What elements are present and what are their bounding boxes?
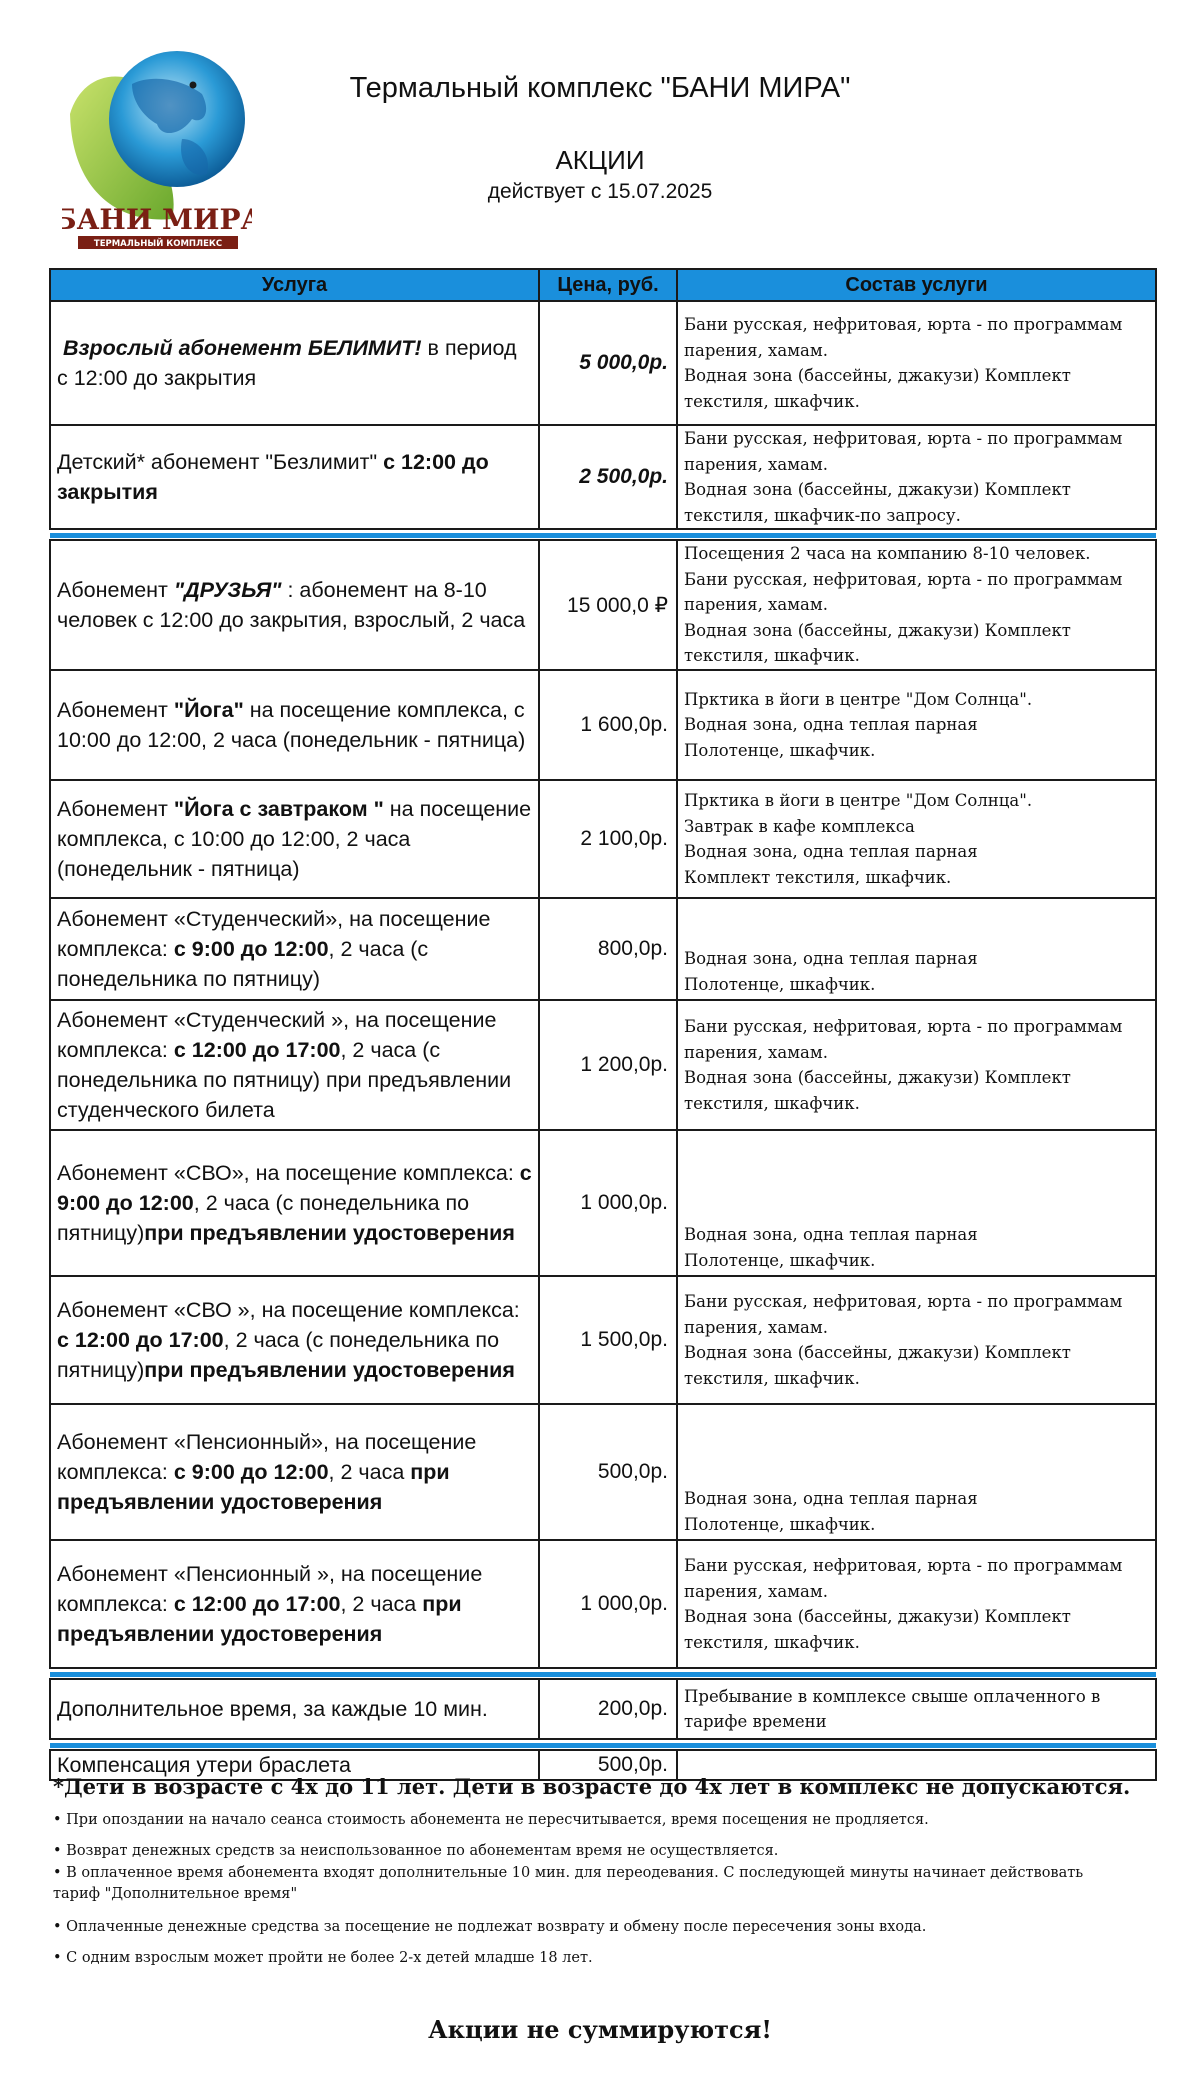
service-name-text: Абонемент [57, 698, 174, 722]
service-composition [677, 898, 1156, 1000]
service-name-text: , 2 часа (с понедельника по пятницу) [57, 1191, 470, 1245]
composition-line: Водная зона (бассейны, джакузи) Комплект текстиля, шкафчик. [684, 620, 1071, 666]
section-divider [50, 1739, 1156, 1750]
note-item: • Оплаченные денежные средства за посещение не подлежат возврату и обмену после пересечения зоны входа. [53, 1919, 927, 1935]
service-price: 200,0р. [539, 1679, 677, 1739]
note-item: • В оплаченное время абонемента входят дополнительные 10 мин. для переодевания. С последующей минуты начинает действовать тариф "Дополнительное время" [53, 1865, 1084, 1902]
service-name-text: , 2 часа (с понедельника по пятницу) [57, 1328, 500, 1382]
service-name-emphasis: Взрослый абонемент БЕЛИМИТ! [63, 336, 422, 360]
page-title: Термальный комплекс "БАНИ МИРА" [349, 72, 851, 104]
service-name-text: Абонемент «Пенсионный», на посещение комплекса: [57, 1430, 477, 1484]
service-name-text: на посещение комплекса, с 10:00 до 12:00, 2 часа (понедельник - пятница) [57, 797, 532, 881]
logo-subtitle: ТЕРМАЛЬНЫЙ КОМПЛЕКС [93, 239, 223, 249]
section-title: АКЦИИ [555, 145, 645, 175]
service-name-text: , 2 часа (с понедельника по пятницу) [57, 937, 429, 991]
service-name-text: Абонемент «Студенческий », на посещение комплекса: [57, 1008, 497, 1062]
service-price: 2 100,0р. [539, 780, 677, 898]
service-name-emphasis: с 9:00 до 12:00 [173, 937, 329, 961]
service-name-text: Абонемент [57, 797, 174, 821]
service-name [50, 540, 539, 670]
composition-line: Комплект текстиля, шкафчик. [684, 867, 952, 887]
table-row [50, 1000, 1156, 1130]
service-name [50, 1540, 539, 1668]
composition-line: Водная зона, одна теплая парная [684, 842, 978, 861]
service-name-text: , 2 часа [340, 1592, 423, 1616]
service-price: 1 500,0р. [539, 1276, 677, 1404]
service-name-text: Абонемент «Студенческий», на посещение комплекса: [57, 907, 491, 961]
table-row [50, 301, 1156, 425]
service-composition [677, 1130, 1156, 1276]
service-name-text: : абонемент на 8-10 человек с 12:00 до закрытия, взрослый, 2 часа [57, 578, 526, 632]
table-row [50, 1276, 1156, 1404]
service-name [50, 301, 539, 425]
composition-line: Завтрак в кафе комплекса [684, 816, 915, 836]
composition-line: Прктика в йоги в центре "Дом Солнца". [684, 791, 1033, 810]
children-note: *Дети в возрасте с 4х до 11 лет. Дети в возрасте до 4х лет в комплекс не допускаются. [53, 1774, 1131, 1799]
composition-line: Полотенце, шкафчик. [684, 1514, 876, 1534]
composition-line: Водная зона (бассейны, джакузи) Комплект текстиля, шкафчик. [684, 1068, 1071, 1113]
service-price: 15 000,0 ₽ [539, 540, 677, 670]
price-table [49, 268, 1157, 1781]
service-price: 500,0р. [539, 1404, 677, 1540]
composition-line: Водная зона, одна теплая парная [684, 715, 978, 735]
service-price: 2 500,0р. [539, 425, 677, 529]
service-name: Компенсация утери браслета [50, 1750, 539, 1780]
composition-line: Водная зона (бассейны, джакузи) Комплект текстиля, шкафчик. [684, 1607, 1071, 1652]
composition-line: Водная зона, одна теплая парная [684, 1489, 978, 1508]
composition-line: Бани русская, нефритовая, юрта - по программам парения, хамам. [684, 315, 1123, 360]
composition-line: Прктика в йоги в центре "Дом Солнца". [684, 689, 1033, 709]
service-name [50, 1404, 539, 1540]
composition-line: Водная зона (бассейны, джакузи) Комплект текстиля, шкафчик-по запросу. [684, 480, 1071, 525]
section-divider [50, 1668, 1156, 1679]
service-name-text: Детский* абонемент "Безлимит" [57, 450, 384, 474]
service-name-emphasis: при предъявлении удостоверения [144, 1358, 515, 1382]
effective-date: действует с 15.07.2025 [487, 180, 713, 203]
column-header-price: Цена, руб. [539, 269, 677, 301]
service-price: 5 000,0р. [539, 301, 677, 425]
composition-line: Водная зона, одна теплая парная [684, 949, 978, 968]
service-name [50, 425, 539, 529]
service-composition [677, 425, 1156, 529]
service-price: 1 000,0р. [539, 1130, 677, 1276]
composition-line: Бани русская, нефритовая, юрта - по программам парения, хамам. [684, 569, 1123, 615]
service-name [50, 898, 539, 1000]
note-item: • Возврат денежных средств за неиспользованное по абонементам время не осуществляется. [53, 1843, 779, 1859]
service-name-emphasis: при предъявлении удостоверения [57, 1592, 462, 1646]
section-divider [50, 529, 1156, 540]
service-name: Дополнительное время, за каждые 10 мин. [50, 1679, 539, 1739]
service-name-emphasis: "ДРУЗЬЯ" [173, 578, 282, 602]
globe-leaf-logo-icon [62, 44, 252, 259]
service-name-emphasis: с 12:00 до 17:00 [173, 1038, 341, 1062]
composition-line: Полотенце, шкафчик. [684, 1250, 876, 1270]
note-item: • При опоздании на начало сеанса стоимость абонемента не пересчитывается, время посещения не продляется. [53, 1812, 929, 1828]
table-row [50, 1540, 1156, 1668]
service-composition [677, 1000, 1156, 1130]
service-composition [677, 1540, 1156, 1668]
service-name [50, 780, 539, 898]
service-name-text: , 2 часа [328, 1460, 411, 1484]
table-row [50, 1404, 1156, 1540]
table-row [50, 670, 1156, 780]
service-name-text: Абонемент «Пенсионный », на посещение комплекса: [57, 1562, 483, 1616]
service-composition [677, 540, 1156, 670]
composition-line: Полотенце, шкафчик. [684, 974, 876, 994]
service-name-emphasis: с 12:00 до закрытия [57, 450, 489, 504]
service-name [50, 1276, 539, 1404]
service-composition [677, 1404, 1156, 1540]
footer-notice: Акции не суммируются! [428, 2015, 772, 2044]
service-composition [677, 1679, 1156, 1739]
note-item: • С одним взрослым может пройти не более 2-х детей младше 18 лет. [53, 1950, 593, 1966]
composition-line: Полотенце, шкафчик. [684, 740, 876, 760]
logo-wordmark: БАНИ МИРА [62, 203, 252, 236]
service-name-emphasis: с 12:00 до 17:00 [173, 1592, 341, 1616]
service-name [50, 1130, 539, 1276]
table-row [50, 540, 1156, 670]
service-name-text: , 2 часа (с понедельника по пятницу) при предъявлении студенческого билета [57, 1038, 512, 1122]
service-name [50, 670, 539, 780]
service-composition [677, 780, 1156, 898]
column-header-composition: Состав услуги [677, 269, 1156, 301]
service-price: 1 000,0р. [539, 1540, 677, 1668]
composition-line: Водная зона (бассейны, джакузи) Комплект текстиля, шкафчик. [684, 1343, 1071, 1388]
service-name [50, 1000, 539, 1130]
company-logo [62, 44, 252, 259]
service-name-text: Абонемент «СВО », на посещение комплекса: [57, 1298, 520, 1322]
service-name-emphasis: при предъявлении удостоверения [144, 1221, 515, 1245]
service-composition [677, 301, 1156, 425]
service-price: 800,0р. [539, 898, 677, 1000]
service-price: 1 600,0р. [539, 670, 677, 780]
composition-line: Посещения 2 часа на компанию 8-10 человек. [684, 544, 1091, 564]
service-name-emphasis: с 9:00 до 12:00 [57, 1161, 532, 1215]
service-name-emphasis: "Йога" [173, 698, 244, 722]
composition-line: Водная зона, одна теплая парная [684, 1225, 978, 1244]
composition-line: Бани русская, нефритовая, юрта - по программам парения, хамам. [684, 1017, 1123, 1062]
service-name-text: Абонемент [57, 578, 174, 602]
composition-line: Пребывание в комплексе свыше оплаченного в тарифе времени [684, 1686, 1101, 1731]
table-row [50, 780, 1156, 898]
service-composition [677, 1276, 1156, 1404]
service-name-emphasis: "Йога с завтраком " [173, 797, 384, 821]
composition-line: Бани русская, нефритовая, юрта - по программам парения, хамам. [684, 1556, 1123, 1601]
table-row [50, 425, 1156, 529]
service-composition [677, 670, 1156, 780]
table-row [50, 1679, 1156, 1739]
service-price: 1 200,0р. [539, 1000, 677, 1130]
service-name-text: на посещение комплекса, с 10:00 до 12:00, 2 часа (понедельник - пятница) [57, 698, 526, 752]
composition-line: Бани русская, нефритовая, юрта - по программам парения, хамам. [684, 1292, 1123, 1337]
composition-line: Бани русская, нефритовая, юрта - по программам парения, хамам. [684, 429, 1123, 474]
service-name-text: Абонемент «СВО», на посещение комплекса: [57, 1161, 520, 1185]
service-name-emphasis: с 12:00 до 17:00 [57, 1328, 224, 1352]
table-row [50, 898, 1156, 1000]
table-row [50, 1130, 1156, 1276]
service-name-text: в период с 12:00 до закрытия [57, 336, 517, 390]
service-name-emphasis: с 9:00 до 12:00 [173, 1460, 329, 1484]
service-name-emphasis: при предъявлении удостоверения [57, 1460, 450, 1514]
table-header [50, 269, 1156, 301]
composition-line: Водная зона (бассейны, джакузи) Комплект текстиля, шкафчик. [684, 366, 1071, 411]
column-header-service: Услуга [50, 269, 539, 301]
service-price: 500,0р. [539, 1750, 677, 1780]
